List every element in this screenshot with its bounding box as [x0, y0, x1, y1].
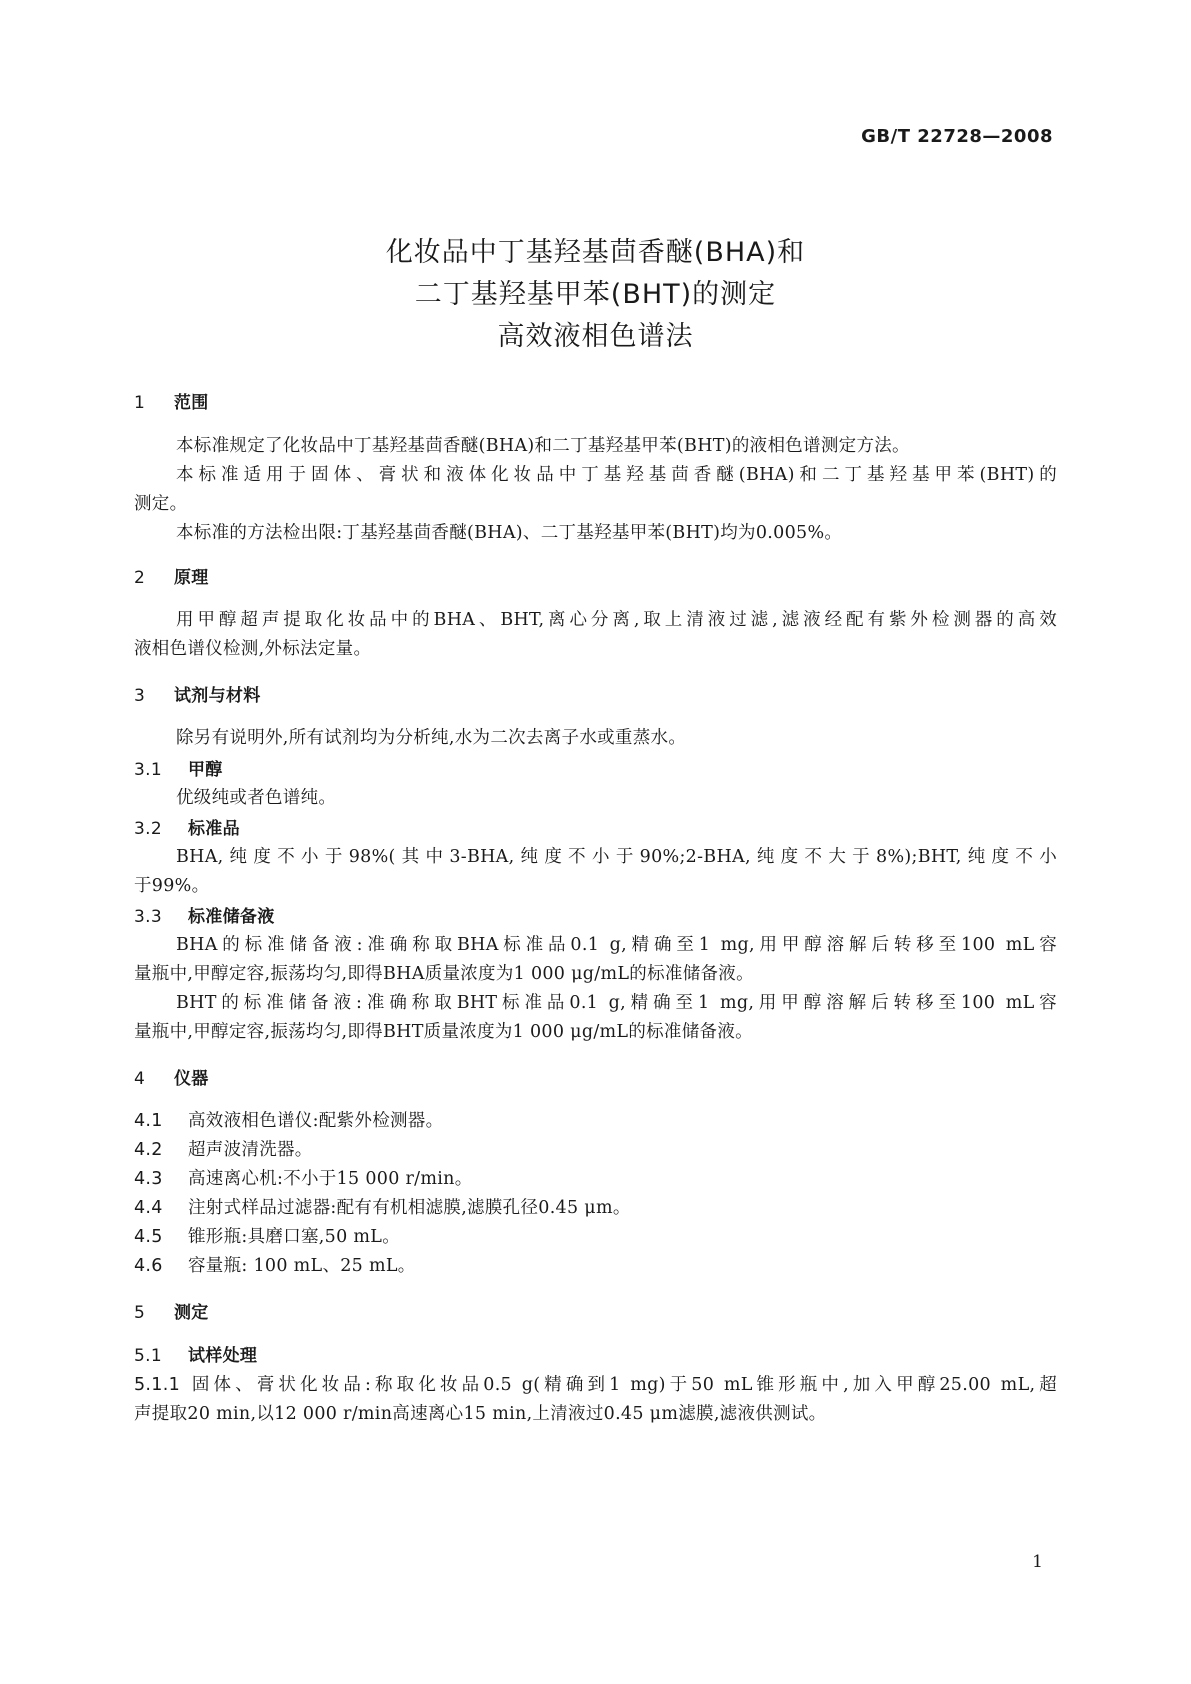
item-text: 超声波清洗器。: [188, 1140, 313, 1160]
subsection-3-1-heading: [134, 755, 1057, 780]
title-line-2: 二丁基羟基甲苯(BHT)的测定: [414, 279, 777, 310]
subsection-3-3-heading: [134, 902, 1057, 927]
section-3-heading: [134, 681, 1057, 706]
item-number: 4.2: [134, 1140, 163, 1160]
subsection-number: 3.3: [134, 907, 162, 927]
list-item: [134, 1252, 1057, 1277]
item-text: 高效液相色谱仪:配紫外检测器。: [188, 1111, 444, 1131]
section-title: 原理: [174, 568, 209, 588]
page-number: 1: [1032, 1552, 1043, 1572]
item-text: 高速离心机:不小于15 000 r/min。: [188, 1169, 473, 1189]
section-title: 试剂与材料: [174, 686, 261, 706]
paragraph: BHA,纯度不小于98%(其中3-BHA,纯度不小于90%;2-BHA,纯度不大于8%);BHT,纯度不小: [176, 847, 1057, 867]
paragraph: 本标准适用于固体、膏状和液体化妆品中丁基羟基茴香醚(BHA)和二丁基羟基甲苯(BHT)的: [176, 465, 1057, 485]
paragraph-continuation: 于99%。: [134, 876, 210, 896]
subsection-title: 标准品: [188, 819, 240, 839]
list-item: [134, 1107, 1057, 1132]
title-line-1: 化妆品中丁基羟基茴香醚(BHA)和: [385, 237, 806, 268]
item-number: 4.3: [134, 1169, 163, 1189]
item-number: 4.5: [134, 1227, 163, 1247]
section-number: 2: [134, 568, 146, 588]
paragraph-continuation: 声提取20 min,以12 000 r/min高速离心15 min,上清液过0.45 μm滤膜,滤液供测试。: [134, 1404, 827, 1424]
item-text: 注射式样品过滤器:配有有机相滤膜,滤膜孔径0.45 μm。: [188, 1198, 631, 1218]
list-item: [134, 1165, 1057, 1190]
subsection-number: 3.2: [134, 819, 162, 839]
section-title: 范围: [174, 393, 209, 413]
clause-number: 5.1.1: [134, 1375, 181, 1395]
subsection-3-2-heading: [134, 814, 1057, 839]
subsection-number: 5.1: [134, 1346, 162, 1366]
subsection-title: 试样处理: [188, 1346, 258, 1366]
paragraph: 除另有说明外,所有试剂均为分析纯,水为二次去离子水或重蒸水。: [176, 728, 687, 748]
section-title: 测定: [174, 1303, 209, 1323]
section-number: 5: [134, 1303, 146, 1323]
subsection-title: 甲醇: [188, 760, 223, 780]
standard-number: GB/T 22728—2008: [861, 126, 1053, 147]
item-text: 容量瓶: 100 mL、25 mL。: [188, 1256, 416, 1276]
section-4-heading: [134, 1064, 1057, 1089]
subsection-5-1-heading: [134, 1341, 1057, 1366]
paragraph-continuation: 量瓶中,甲醇定容,振荡均匀,即得BHT质量浓度为1 000 μg/mL的标准储备液。: [134, 1022, 753, 1042]
section-number: 4: [134, 1069, 146, 1089]
subsection-number: 3.1: [134, 760, 162, 780]
section-title: 仪器: [174, 1069, 209, 1089]
paragraph: 用甲醇超声提取化妆品中的BHA、BHT,离心分离,取上清液过滤,滤液经配有紫外检测器的高效: [176, 610, 1057, 630]
list-item: [134, 1223, 1057, 1248]
section-1-heading: [134, 388, 1057, 413]
list-item: [134, 1136, 1057, 1161]
section-2-heading: [134, 563, 1057, 588]
list-item: [134, 1194, 1057, 1219]
paragraph-continuation: 液相色谱仪检测,外标法定量。: [134, 639, 372, 659]
section-5-heading: [134, 1298, 1057, 1323]
paragraph-continuation: 测定。: [134, 494, 188, 514]
subsection-title: 标准储备液: [188, 907, 275, 927]
item-text: 锥形瓶:具磨口塞,50 mL。: [188, 1227, 401, 1247]
item-number: 4.4: [134, 1198, 163, 1218]
paragraph: 优级纯或者色谱纯。: [176, 788, 337, 808]
section-number: 3: [134, 686, 146, 706]
section-number: 1: [134, 393, 146, 413]
item-number: 4.1: [134, 1111, 163, 1131]
title-line-3: 高效液相色谱法: [497, 321, 694, 352]
paragraph: BHT的标准储备液:准确称取BHT标准品0.1 g,精确至1 mg,用甲醇溶解后转移至100 mL容: [176, 993, 1057, 1013]
item-number: 4.6: [134, 1256, 163, 1276]
paragraph: 本标准的方法检出限:丁基羟基茴香醚(BHA)、二丁基羟基甲苯(BHT)均为0.005%。: [176, 523, 843, 543]
paragraph: BHA的标准储备液:准确称取BHA标准品0.1 g,精确至1 mg,用甲醇溶解后转移至100 mL容: [176, 935, 1057, 955]
paragraph-continuation: 量瓶中,甲醇定容,振荡均匀,即得BHA质量浓度为1 000 μg/mL的标准储备液。: [134, 964, 754, 984]
paragraph: 本标准规定了化妆品中丁基羟基茴香醚(BHA)和二丁基羟基甲苯(BHT)的液相色谱测定方法。: [176, 436, 910, 456]
clause-text: 固体、膏状化妆品:称取化妆品0.5 g(精确到1 mg)于50 mL锥形瓶中,加入甲醇25.00 mL,超: [188, 1375, 1057, 1395]
clause-5-1-1: [134, 1371, 1057, 1396]
